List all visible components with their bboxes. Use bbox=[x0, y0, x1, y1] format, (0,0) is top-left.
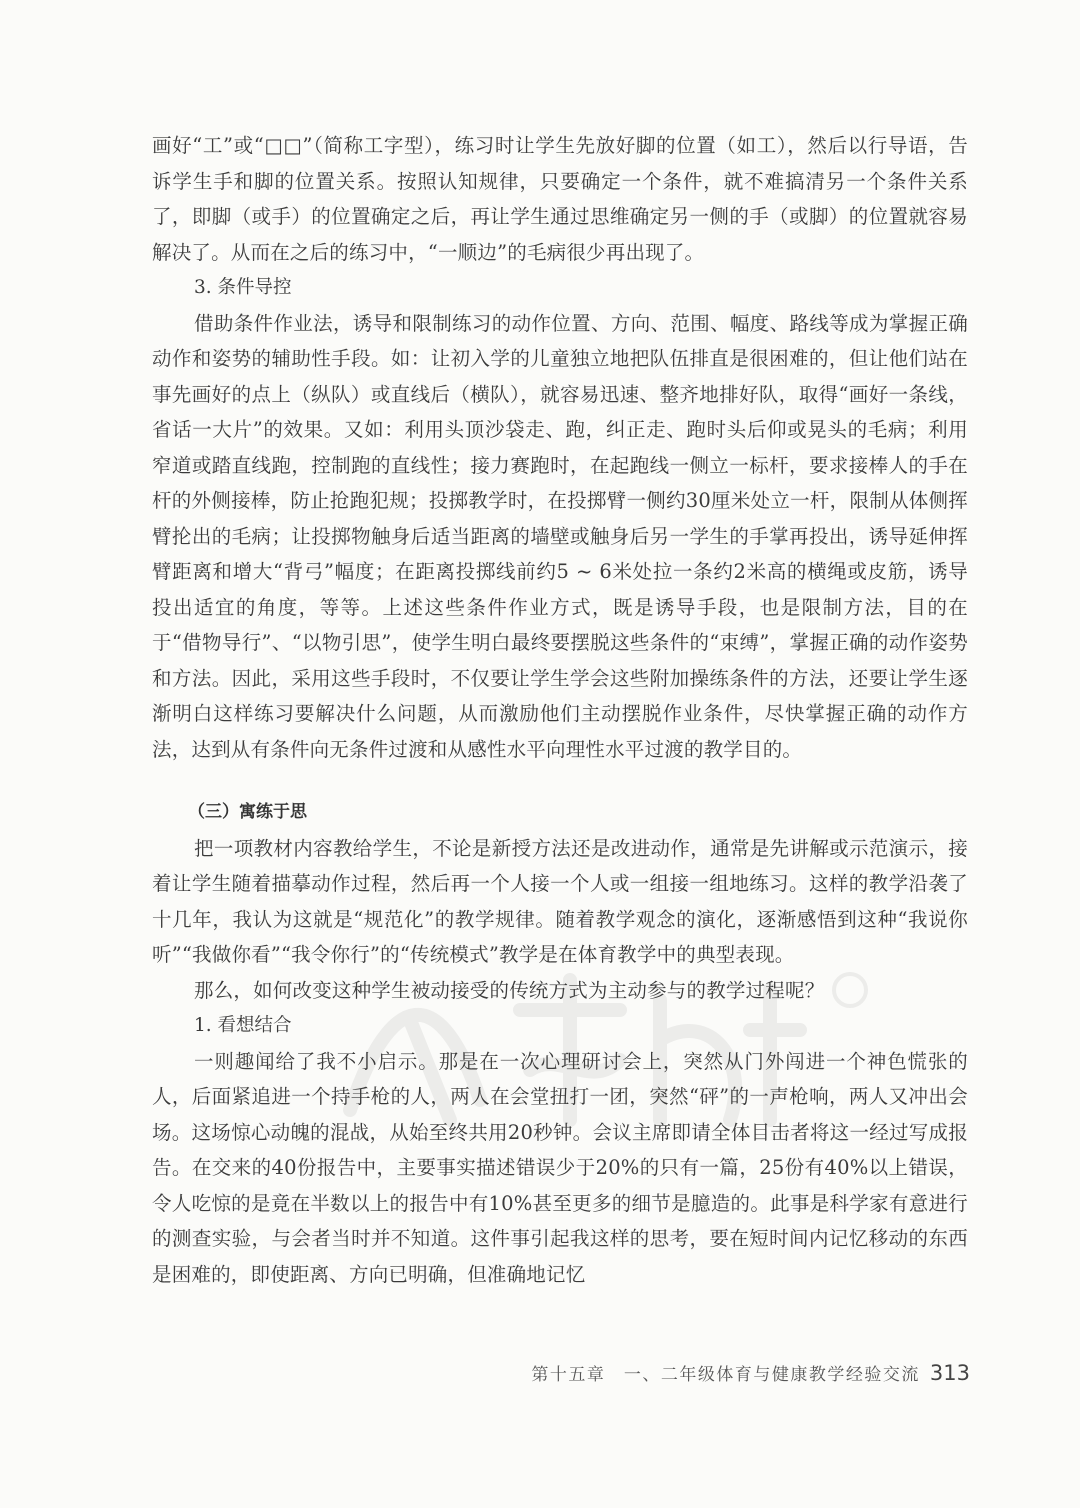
page-number: 313 bbox=[929, 1360, 970, 1385]
paragraph-traditional-model: 把一项教材内容教给学生，不论是新授方法还是改进动作，通常是先讲解或示范演示，接着让学生随着描摹动作过程，然后再一个人接一个人或一组接一组地练习。这样的教学沿袭了十几年，我认为这就是“规范化”的教学规律。随着教学观念的演化，逐渐感悟到这种“我说你听”“我做你看”“我令你行”的“传统模式”教学是在体育教学中的典型表现。 bbox=[152, 836, 968, 966]
paragraph-question: 那么，如何改变这种学生被动接受的传统方式为主动参与的教学过程呢？ bbox=[194, 978, 825, 1002]
page-footer bbox=[500, 1360, 970, 1392]
paragraph-condition-method: 借助条件作业法，诱导和限制练习的动作位置、方向、范围、幅度、路线等成为掌握正确动作和姿势的辅助性手段。如：让初入学的儿童独立地把队伍排直是很困难的，但让他们站在事先画好的点上（纵队）或直线后（横队），就容易迅速、整齐地排好队，取得“画好一条线，省话一大片”的效果。又如：利用头顶沙袋走、跑，纠正走、跑时头后仰或晃头的毛病；利用窄道或踏直线跑，控制跑的直线性；接力赛跑时，在起跑线一侧立一标杆，要求接棒人的手在杆的外侧接棒，防止抢跑犯规；投掷教学时，在投掷臂一侧约30厘米处立一杆，限制从体侧挥臂抡出的毛病；让投掷物触身后适当距离的墙壁或触身后另一学生的手掌再投出，诱导延伸挥臂距离和增大“背弓”幅度；在距离投掷线前约5 ~ 6米处拉一条约2米高的横绳或皮筋，诱导投出适宜的角度，等等。上述这些条件作业方式，既是诱导手段，也是限制方法，目的在于“借物导行”、“以物引思”，使学生明白最终要摆脱这些条件的“束缚”，掌握正确的动作姿势和方法。因此，采用这些手段时，不仅要让学生学会这些附加操练条件的方法，还要让学生逐渐明白这样练习要解决什么问题，从而激励他们主动摆脱作业条件，尽快掌握正确的动作方法，达到从有条件向无条件过渡和从感性水平向理性水平过渡的教学目的。 bbox=[152, 311, 968, 761]
section-title-practice-thinking: （三）寓练于思 bbox=[188, 802, 307, 822]
subheading-condition-guidance: 3. 条件导控 bbox=[194, 277, 292, 298]
paragraph-anecdote: 一则趣闻给了我不小启示。那是在一次心理研讨会上，突然从门外闯进一个神色慌张的人，后面紧追进一个持手枪的人，两人在会堂扭打一团，突然“砰”的一声枪响，两人又冲出会场。这场惊心动魄的混战，从始至终共用20秒钟。会议主席即请全体目击者将这一经过写成报告。在交来的40份报告中，主要事实描述错误少于20%的只有一篇，25份有40%以上错误，令人吃惊的是竟在半数以上的报告中有10%甚至更多的细节是臆造的。此事是科学家有意进行的测查实验，与会者当时并不知道。这件事引起我这样的思考，要在短时间内记忆移动的东西是困难的，即使距离、方向已明确，但准确地记忆 bbox=[152, 1049, 968, 1286]
paragraph-grip-position: 画好“工”或“□□”（简称工字型），练习时让学生先放好脚的位置（如工），然后以行导语，告诉学生手和脚的位置关系。按照认知规律，只要确定一个条件，就不难搞清另一个条件关系了，即脚（或手）的位置确定之后，再让学生通过思维确定另一侧的手（或脚）的位置就容易解决了。从而在之后的练习中，“一顺边”的毛病很少再出现了。 bbox=[152, 134, 968, 264]
subheading-observe-think: 1. 看想结合 bbox=[194, 1015, 292, 1036]
page-body bbox=[152, 128, 968, 1292]
footer-chapter-title: 第十五章 一、二年级体育与健康教学经验交流 bbox=[531, 1365, 920, 1385]
